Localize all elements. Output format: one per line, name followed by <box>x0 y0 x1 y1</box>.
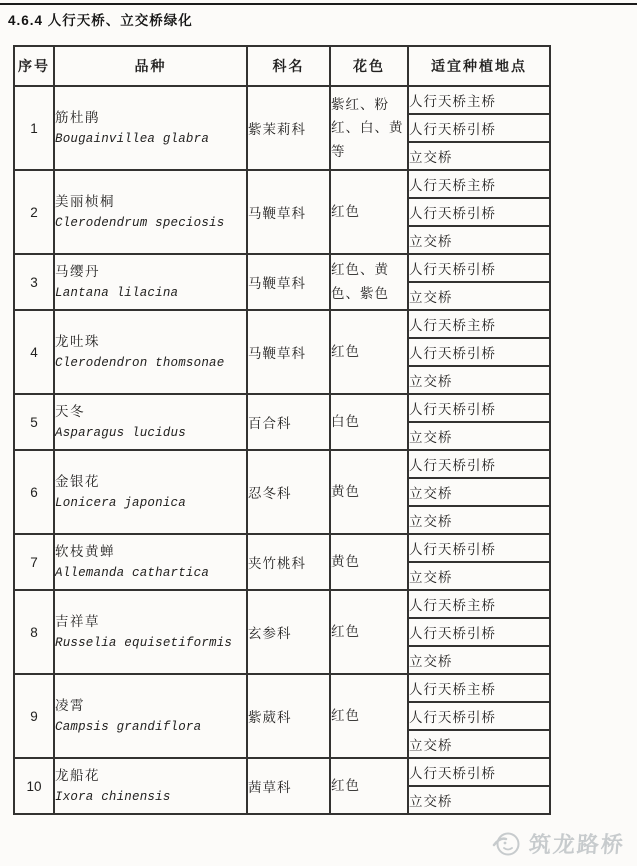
species-cell <box>54 254 247 310</box>
planting-location-cell: 人行天桥引桥 <box>408 450 550 478</box>
species-name-latin: Clerodendrum speciosis <box>55 215 225 230</box>
species-cell <box>54 590 247 674</box>
table-row <box>14 450 550 478</box>
table-row <box>14 590 550 618</box>
row-number-cell: 5 <box>14 394 54 450</box>
planting-location-cell: 立交桥 <box>408 646 550 674</box>
family-cell: 紫茉莉科 <box>247 86 330 170</box>
planting-location-cell: 人行天桥主桥 <box>408 674 550 702</box>
family-cell: 玄参科 <box>247 590 330 674</box>
species-name-latin: Asparagus lucidus <box>55 425 186 440</box>
planting-location-cell: 人行天桥引桥 <box>408 198 550 226</box>
flower-color-cell: 红色 <box>330 170 408 254</box>
species-name-cn: 筋杜鹃 <box>55 110 100 126</box>
planting-location-cell: 人行天桥引桥 <box>408 338 550 366</box>
species-name-cn: 马缨丹 <box>55 264 100 280</box>
flower-color-cell: 红色、黄色、紫色 <box>330 254 408 310</box>
planting-location-cell: 人行天桥主桥 <box>408 86 550 114</box>
flower-color-cell: 红色 <box>330 310 408 394</box>
planting-location-cell: 人行天桥引桥 <box>408 254 550 282</box>
flower-color-cell: 白色 <box>330 394 408 450</box>
table-row <box>14 310 550 338</box>
species-name-latin: Campsis grandiflora <box>55 719 202 734</box>
species-name-cn: 凌霄 <box>55 698 85 714</box>
species-name-cn: 软枝黄蝉 <box>55 544 115 560</box>
plant-table <box>13 45 551 815</box>
planting-location-cell: 立交桥 <box>408 562 550 590</box>
planting-location-cell: 立交桥 <box>408 226 550 254</box>
table-row <box>14 254 550 282</box>
species-name-cn: 美丽桢桐 <box>55 194 115 210</box>
species-name-latin: Clerodendron thomsonae <box>55 355 225 370</box>
top-horizontal-rule <box>0 3 637 5</box>
family-cell: 马鞭草科 <box>247 170 330 254</box>
planting-location-cell: 人行天桥引桥 <box>408 702 550 730</box>
flower-color-cell: 红色 <box>330 758 408 814</box>
planting-location-cell: 立交桥 <box>408 506 550 534</box>
family-cell: 忍冬科 <box>247 450 330 534</box>
row-number-cell: 1 <box>14 86 54 170</box>
family-cell: 夹竹桃科 <box>247 534 330 590</box>
species-name-latin: Russelia equisetiformis <box>55 635 233 650</box>
planting-location-cell: 立交桥 <box>408 730 550 758</box>
planting-location-cell: 人行天桥主桥 <box>408 310 550 338</box>
watermark <box>492 828 625 859</box>
row-number-cell: 8 <box>14 590 54 674</box>
species-name-latin: Allemanda cathartica <box>55 565 210 580</box>
planting-location-cell: 人行天桥引桥 <box>408 618 550 646</box>
row-number-cell: 6 <box>14 450 54 534</box>
species-name-latin: Ixora chinensis <box>55 789 171 804</box>
row-number-cell: 10 <box>14 758 54 814</box>
flower-color-cell: 红色 <box>330 674 408 758</box>
planting-location-cell: 立交桥 <box>408 478 550 506</box>
species-name-latin: Bougainvillea glabra <box>55 131 210 146</box>
row-number-cell: 3 <box>14 254 54 310</box>
species-cell <box>54 394 247 450</box>
table-row <box>14 86 550 114</box>
family-cell: 马鞭草科 <box>247 310 330 394</box>
species-name-cn: 天冬 <box>55 404 85 420</box>
column-header-1: 品种 <box>54 46 247 86</box>
species-name-cn: 龙吐珠 <box>55 334 100 350</box>
species-name-cn: 吉祥草 <box>55 614 100 630</box>
flower-color-cell: 黄色 <box>330 534 408 590</box>
table-row <box>14 394 550 422</box>
column-header-3: 花色 <box>330 46 408 86</box>
species-cell <box>54 86 247 170</box>
zhulong-logo-icon <box>492 829 522 859</box>
section-title: 4.6.4 人行天桥、立交桥绿化 <box>8 13 193 28</box>
table-header-row <box>14 46 550 86</box>
planting-location-cell: 人行天桥引桥 <box>408 758 550 786</box>
family-cell: 马鞭草科 <box>247 254 330 310</box>
table-body <box>14 86 550 814</box>
flower-color-cell: 紫红、粉红、白、黄等 <box>330 86 408 170</box>
table-row <box>14 674 550 702</box>
species-cell <box>54 450 247 534</box>
planting-location-cell: 立交桥 <box>408 422 550 450</box>
column-header-0: 序号 <box>14 46 54 86</box>
species-name-cn: 金银花 <box>55 474 100 490</box>
planting-location-cell: 人行天桥引桥 <box>408 534 550 562</box>
species-cell <box>54 310 247 394</box>
planting-location-cell: 人行天桥引桥 <box>408 114 550 142</box>
table-row <box>14 534 550 562</box>
column-header-4: 适宜种植地点 <box>408 46 550 86</box>
flower-color-cell: 黄色 <box>330 450 408 534</box>
family-cell: 茜草科 <box>247 758 330 814</box>
flower-color-cell: 红色 <box>330 590 408 674</box>
species-name-latin: Lonicera japonica <box>55 495 186 510</box>
planting-location-cell: 立交桥 <box>408 366 550 394</box>
species-cell <box>54 170 247 254</box>
species-cell <box>54 674 247 758</box>
species-cell <box>54 534 247 590</box>
planting-location-cell: 立交桥 <box>408 786 550 814</box>
planting-location-cell: 立交桥 <box>408 142 550 170</box>
row-number-cell: 7 <box>14 534 54 590</box>
family-cell: 紫葳科 <box>247 674 330 758</box>
family-cell: 百合科 <box>247 394 330 450</box>
row-number-cell: 9 <box>14 674 54 758</box>
row-number-cell: 4 <box>14 310 54 394</box>
species-name-latin: Lantana lilacina <box>55 285 179 300</box>
table-row <box>14 758 550 786</box>
species-name-cn: 龙船花 <box>55 768 100 784</box>
planting-location-cell: 立交桥 <box>408 282 550 310</box>
planting-location-cell: 人行天桥主桥 <box>408 170 550 198</box>
planting-location-cell: 人行天桥主桥 <box>408 590 550 618</box>
watermark-label: 筑龙路桥 <box>528 832 626 857</box>
species-cell <box>54 758 247 814</box>
column-header-2: 科名 <box>247 46 330 86</box>
planting-location-cell: 人行天桥引桥 <box>408 394 550 422</box>
table-row <box>14 170 550 198</box>
row-number-cell: 2 <box>14 170 54 254</box>
